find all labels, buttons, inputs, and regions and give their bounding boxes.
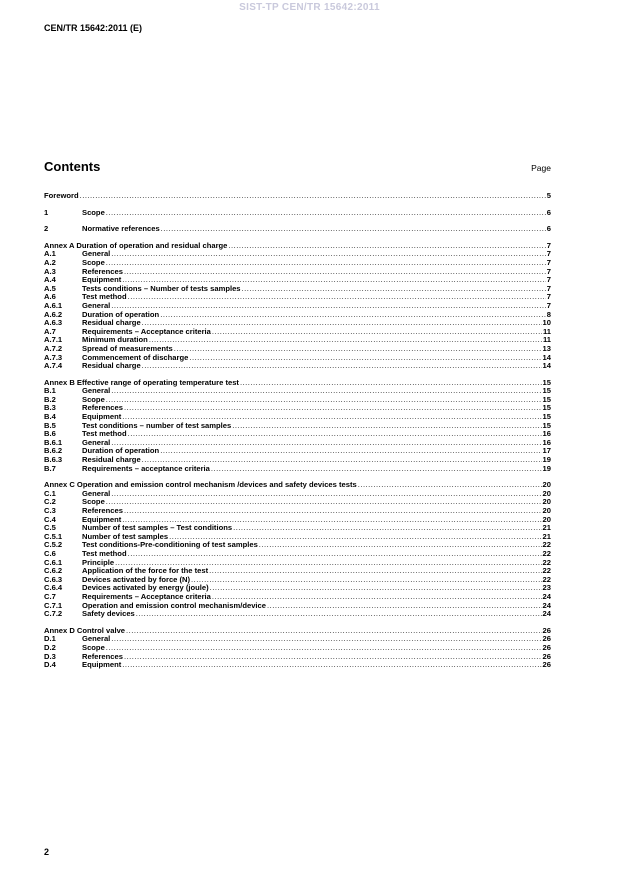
toc-dot-leader: [142, 456, 542, 465]
toc-entry[interactable]: [44, 209, 551, 218]
toc-entry[interactable]: [44, 362, 551, 371]
toc-entry-page: 15: [542, 413, 551, 422]
toc-entry-number: A.6.1: [44, 301, 63, 310]
toc-dot-leader: [124, 653, 542, 662]
toc-entry[interactable]: [44, 507, 551, 516]
toc-entry-number: B.2: [44, 395, 56, 404]
toc-entry-number: B.6.1: [44, 438, 63, 447]
toc-entry-title: Spread of measurements: [82, 344, 173, 353]
toc-entry[interactable]: [44, 644, 551, 653]
toc-entry-number: A.6.2: [44, 310, 63, 319]
toc-entry[interactable]: [44, 387, 551, 396]
toc-entry-number: C.5.1: [44, 532, 63, 541]
toc-entry-number: C.6: [44, 549, 56, 558]
toc-entry-number: B.3: [44, 404, 56, 413]
toc-entry-page: 26: [542, 626, 551, 635]
toc-entry-page: 15: [542, 395, 551, 404]
toc-entry-number: B.6.2: [44, 447, 63, 456]
toc-entry-number: B.1: [44, 387, 56, 396]
toc-entry-title: Requirements – acceptance criteria: [82, 464, 210, 473]
toc-entry-number: 1: [44, 208, 49, 217]
toc-dot-leader: [174, 345, 542, 354]
toc-entry[interactable]: [44, 396, 551, 405]
toc-entry-title: Principle: [82, 558, 115, 567]
toc-entry-title: Requirements – Acceptance criteria: [82, 327, 211, 336]
toc-dot-leader: [124, 404, 542, 413]
toc-dot-leader: [111, 387, 541, 396]
toc-entry-page: 11: [542, 327, 551, 336]
toc-entry-number: C.7.2: [44, 610, 63, 619]
toc-entry-page: 21: [542, 524, 551, 533]
toc-dot-leader: [122, 276, 546, 285]
toc-dot-leader: [115, 559, 541, 568]
toc-entry-title: Test method: [82, 293, 127, 302]
toc-entry[interactable]: [44, 192, 551, 201]
toc-entry-number: C.6.2: [44, 567, 63, 576]
toc-entry-title: Test conditions-Pre-conditioning of test samples: [82, 541, 258, 550]
toc-entry-number: A.7.4: [44, 362, 63, 371]
toc-dot-leader: [122, 516, 541, 525]
toc-entry[interactable]: [44, 328, 551, 337]
toc-dot-leader: [111, 439, 541, 448]
toc-entry-number: C.4: [44, 515, 56, 524]
toc-entry-number: D.2: [44, 643, 56, 652]
toc-entry-number: A.3: [44, 267, 56, 276]
toc-dot-leader: [106, 644, 542, 653]
document-id: CEN/TR 15642:2011 (E): [44, 23, 143, 33]
toc-entry-page: 26: [542, 661, 551, 670]
toc-entry-page: 23: [542, 584, 551, 593]
toc-dot-leader: [212, 593, 542, 602]
toc-entry[interactable]: [44, 516, 551, 525]
toc-entry-heading: Annex D Control valve: [44, 626, 126, 635]
toc-entry-title: Residual charge: [82, 319, 141, 328]
watermark: SIST-TP CEN/TR 15642:2011: [239, 2, 380, 13]
toc-entry[interactable]: [44, 319, 551, 328]
toc-entry-title: Duration of operation: [82, 310, 160, 319]
toc-entry-title: References: [82, 267, 123, 276]
toc-entry-title: Test method: [82, 430, 127, 439]
toc-entry-page: 20: [542, 507, 551, 515]
toc-entry-page: 24: [542, 601, 551, 610]
toc-entry-page: 7: [546, 267, 551, 276]
toc-dot-leader: [228, 242, 545, 251]
toc-entry-title: General: [82, 635, 111, 644]
toc-dot-leader: [212, 328, 542, 337]
toc-entry-title: Equipment: [82, 661, 122, 670]
toc-entry-title: Residual charge: [82, 456, 141, 465]
toc-entry-page: 15: [542, 404, 551, 413]
toc-entry-page: 8: [546, 310, 551, 319]
toc-entry-page: 11: [542, 336, 551, 345]
toc-dot-leader: [161, 225, 546, 234]
toc-entry[interactable]: [44, 584, 551, 593]
toc-dot-leader: [169, 533, 541, 542]
toc-entry-page: 6: [546, 208, 551, 217]
toc-entry-title: Safety devices: [82, 610, 135, 619]
toc-dot-leader: [128, 293, 546, 302]
toc-entry-page: 22: [542, 567, 551, 576]
toc-entry-page: 15: [542, 387, 551, 396]
toc-entry[interactable]: [44, 593, 551, 602]
contents-title: Contents: [44, 159, 101, 174]
toc-entry-heading: Annex C Operation and emission control mechanism /devices and safety devices tests: [44, 481, 357, 490]
toc-dot-leader: [80, 192, 546, 201]
toc-dot-leader: [242, 285, 546, 294]
toc-entry[interactable]: [44, 422, 551, 431]
toc-entry-heading: Foreword: [44, 192, 79, 200]
toc-entry-number: C.7.1: [44, 601, 63, 610]
toc-dot-leader: [111, 302, 545, 311]
toc-entry-number: A.7: [44, 327, 56, 336]
toc-dot-leader: [189, 354, 541, 363]
toc-entry[interactable]: [44, 413, 551, 422]
toc-entry-page: 6: [546, 225, 551, 234]
toc-entry[interactable]: [44, 354, 551, 363]
toc-entry-title: Scope: [82, 395, 105, 404]
toc-entry-number: A.1: [44, 250, 56, 259]
toc-dot-leader: [106, 209, 546, 218]
toc-entry[interactable]: [44, 259, 551, 268]
toc-entry[interactable]: [44, 379, 551, 388]
toc-entry[interactable]: [44, 345, 551, 354]
toc-entry-title: Scope: [82, 258, 105, 267]
toc-entry[interactable]: [44, 541, 551, 550]
toc-entry[interactable]: [44, 311, 551, 320]
toc-entry-number: C.7: [44, 592, 56, 601]
toc-entry-page: 7: [546, 250, 551, 259]
toc-dot-leader: [160, 447, 541, 456]
toc-dot-leader: [209, 567, 541, 576]
toc-entry[interactable]: [44, 559, 551, 568]
toc-entry-title: Normative references: [82, 225, 160, 234]
toc-dot-leader: [111, 490, 541, 499]
toc-entry[interactable]: [44, 225, 551, 234]
toc-entry-title: Tests conditions – Number of tests samples: [82, 284, 241, 293]
toc-entry-page: 26: [542, 635, 551, 644]
toc-dot-leader: [240, 379, 542, 388]
toc-entry-page: 26: [542, 652, 551, 661]
toc-entry-page: 26: [542, 643, 551, 652]
toc-entry-page: 10: [542, 319, 551, 328]
toc-entry-title: Duration of operation: [82, 447, 160, 456]
toc-entry-number: A.6: [44, 293, 56, 302]
toc-entry-title: References: [82, 652, 123, 661]
toc-entry[interactable]: [44, 447, 551, 456]
toc-entry-title: Test method: [82, 549, 127, 558]
toc-entry-page: 21: [542, 532, 551, 541]
toc-entry-page: 20: [542, 498, 551, 507]
toc-entry-page: 22: [542, 541, 551, 550]
toc-dot-leader: [111, 635, 541, 644]
toc-entry[interactable]: [44, 481, 551, 490]
toc-dot-leader: [233, 524, 541, 533]
toc-entry-page: 14: [542, 353, 551, 362]
toc-entry-title: Devices activated by energy (joule): [82, 584, 209, 593]
toc-entry-number: D.1: [44, 635, 56, 644]
toc-entry-page: 16: [542, 430, 551, 439]
toc-entry-page: 7: [546, 258, 551, 267]
toc-entry-title: General: [82, 438, 111, 447]
toc-entry-title: Equipment: [82, 276, 122, 285]
toc-entry-title: Test conditions – number of test samples: [82, 421, 232, 430]
toc-dot-leader: [106, 259, 546, 268]
toc-entry-number: A.7.2: [44, 344, 63, 353]
toc-dot-leader: [160, 311, 546, 320]
toc-entry[interactable]: [44, 336, 551, 345]
toc-entry-page: 17: [542, 447, 551, 456]
toc-entry[interactable]: [44, 293, 551, 302]
toc-dot-leader: [149, 336, 542, 345]
toc-entry[interactable]: [44, 268, 551, 277]
toc-entry-page: 7: [546, 276, 551, 285]
toc-entry-page: 5: [546, 192, 551, 200]
toc-entry-title: General: [82, 489, 111, 498]
toc-dot-leader: [126, 627, 542, 636]
toc-dot-leader: [106, 396, 542, 405]
toc-dot-leader: [142, 319, 542, 328]
toc-dot-leader: [122, 661, 541, 670]
toc-entry-number: A.2: [44, 258, 56, 267]
toc-entry-number: B.4: [44, 413, 56, 422]
toc-entry-number: A.4: [44, 276, 56, 285]
toc-entry[interactable]: [44, 550, 551, 559]
toc-entry-title: Requirements – Acceptance criteria: [82, 592, 211, 601]
toc-dot-leader: [210, 584, 542, 593]
toc-entry[interactable]: [44, 465, 551, 474]
toc-entry-title: Devices activated by force (N): [82, 575, 191, 584]
toc-entry[interactable]: [44, 302, 551, 311]
toc-entry[interactable]: [44, 456, 551, 465]
page-number: 2: [44, 847, 50, 857]
toc-entry-title: Number of test samples: [82, 532, 169, 541]
toc-dot-leader: [267, 602, 542, 611]
toc-entry-number: B.7: [44, 464, 56, 473]
toc-dot-leader: [142, 362, 542, 371]
toc-entry-number: C.6.1: [44, 558, 63, 567]
toc-entry-title: Commencement of discharge: [82, 353, 189, 362]
toc-entry-number: C.5.2: [44, 541, 63, 550]
toc-dot-leader: [358, 481, 542, 490]
toc-entry-title: General: [82, 250, 111, 259]
toc-entry-title: Scope: [82, 643, 105, 652]
toc-entry-number: A.6.3: [44, 319, 63, 328]
toc-dot-leader: [124, 268, 546, 277]
toc-entry[interactable]: [44, 602, 551, 611]
toc-entry-number: B.6: [44, 430, 56, 439]
toc-entry[interactable]: [44, 627, 551, 636]
toc-entry[interactable]: [44, 404, 551, 413]
toc-entry-number: C.2: [44, 498, 56, 507]
toc-entry-page: 24: [542, 592, 551, 601]
table-of-contents: [44, 192, 551, 670]
toc-dot-leader: [136, 610, 542, 619]
toc-entry-page: 24: [542, 610, 551, 619]
toc-entry-page: 7: [546, 293, 551, 302]
toc-entry-page: 22: [542, 549, 551, 558]
toc-entry-page: 15: [542, 421, 551, 430]
toc-entry-title: Number of test samples – Test conditions: [82, 524, 233, 533]
toc-entry-title: Minimum duration: [82, 336, 148, 345]
toc-entry-page: 15: [542, 378, 551, 387]
toc-entry-number: A.5: [44, 284, 56, 293]
toc-entry-number: A.7.1: [44, 336, 63, 345]
toc-dot-leader: [191, 576, 542, 585]
toc-entry-number: A.7.3: [44, 353, 63, 362]
toc-entry-number: C.5: [44, 524, 56, 533]
toc-entry[interactable]: [44, 285, 551, 294]
toc-dot-leader: [106, 498, 542, 507]
toc-entry-heading: Annex B Effective range of operating temperature test: [44, 378, 239, 387]
toc-entry-title: General: [82, 387, 111, 396]
toc-entry[interactable]: [44, 498, 551, 507]
toc-entry[interactable]: [44, 276, 551, 285]
toc-entry[interactable]: [44, 610, 551, 619]
toc-entry-page: 19: [542, 464, 551, 473]
toc-entry[interactable]: [44, 661, 551, 670]
toc-entry[interactable]: [44, 490, 551, 499]
toc-entry-page: 20: [542, 489, 551, 498]
toc-entry[interactable]: [44, 242, 551, 251]
toc-entry[interactable]: [44, 430, 551, 439]
toc-entry[interactable]: [44, 635, 551, 644]
toc-dot-leader: [211, 465, 542, 474]
toc-entry-title: Application of the force for the test: [82, 567, 209, 576]
toc-dot-leader: [122, 413, 541, 422]
toc-entry-title: Scope: [82, 498, 105, 507]
toc-entry-title: Scope: [82, 208, 105, 217]
toc-entry-page: 20: [542, 515, 551, 524]
toc-entry-number: C.3: [44, 507, 56, 515]
toc-entry-number: B.5: [44, 421, 56, 430]
toc-entry-number: 2: [44, 225, 49, 234]
toc-entry-page: 7: [546, 301, 551, 310]
toc-entry-number: C.6.3: [44, 575, 63, 584]
toc-entry-page: 7: [546, 284, 551, 293]
toc-entry-title: References: [82, 404, 123, 413]
toc-dot-leader: [232, 422, 541, 431]
toc-entry[interactable]: [44, 439, 551, 448]
toc-entry[interactable]: [44, 567, 551, 576]
toc-entry[interactable]: [44, 250, 551, 259]
toc-entry-page: 14: [542, 362, 551, 371]
toc-entry-number: B.6.3: [44, 456, 63, 465]
toc-entry-page: 22: [542, 558, 551, 567]
toc-entry-page: 16: [542, 438, 551, 447]
toc-entry-title: General: [82, 301, 111, 310]
toc-entry-title: Equipment: [82, 413, 122, 422]
toc-entry-title: References: [82, 507, 123, 515]
toc-entry-page: 13: [542, 344, 551, 353]
toc-entry-page: 7: [546, 241, 551, 250]
toc-entry-title: Equipment: [82, 515, 122, 524]
toc-dot-leader: [128, 550, 542, 559]
toc-dot-leader: [259, 541, 542, 550]
toc-entry-page: 19: [542, 456, 551, 465]
toc-entry-page: 20: [542, 481, 551, 490]
toc-entry[interactable]: [44, 533, 551, 542]
toc-entry-number: D.4: [44, 661, 56, 670]
toc-dot-leader: [128, 430, 542, 439]
toc-entry[interactable]: [44, 524, 551, 533]
toc-entry-number: C.1: [44, 489, 56, 498]
toc-entry[interactable]: [44, 653, 551, 662]
toc-entry-heading: Annex A Duration of operation and residual charge: [44, 241, 228, 250]
toc-entry-title: Residual charge: [82, 362, 141, 371]
page-column-label: Page: [531, 163, 551, 173]
toc-dot-leader: [111, 250, 545, 259]
toc-dot-leader: [124, 507, 542, 516]
toc-entry-number: C.6.4: [44, 584, 63, 593]
toc-entry-number: D.3: [44, 652, 56, 661]
toc-entry[interactable]: [44, 576, 551, 585]
toc-entry-page: 22: [542, 575, 551, 584]
toc-entry-title: Operation and emission control mechanism/device: [82, 601, 266, 610]
